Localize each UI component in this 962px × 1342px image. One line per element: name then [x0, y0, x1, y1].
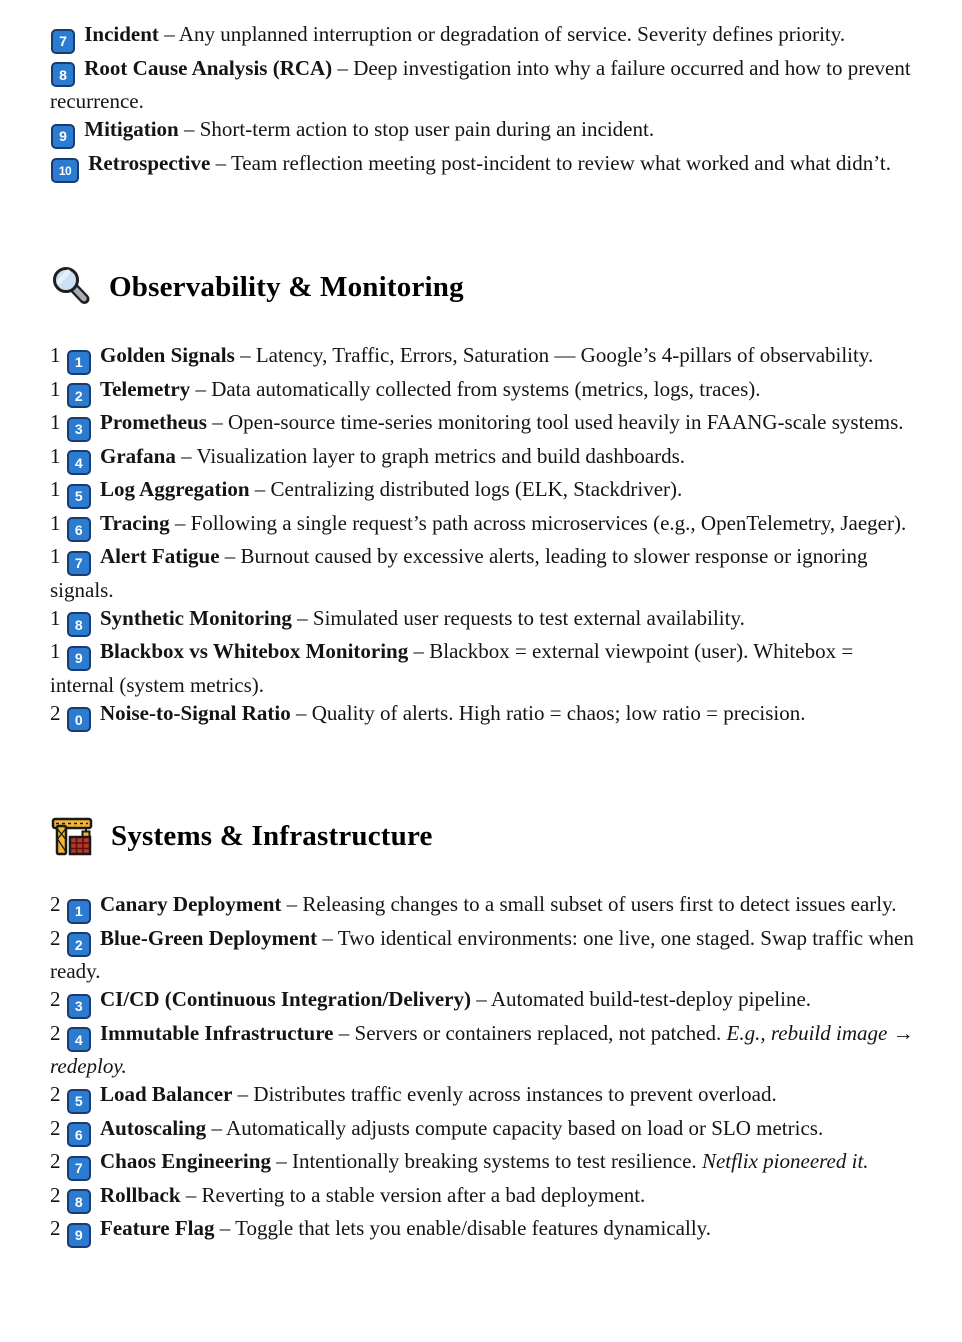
term-item [50, 115, 920, 149]
item-number-prefix: 1 [50, 477, 61, 501]
item-separator: – [181, 443, 192, 468]
term-item [50, 20, 920, 54]
item-description: Visualization layer to graph metrics and build dashboards. [196, 443, 686, 468]
item-term: Autoscaling [100, 1115, 207, 1140]
item-number-prefix: 2 [50, 892, 61, 916]
term-item [50, 1019, 920, 1081]
item-description: Centralizing distributed logs (ELK, Stackdriver). [270, 477, 683, 501]
item-number-prefix: 1 [50, 639, 61, 663]
item-description: Distributes traffic evenly across instances to prevent overload. [253, 1082, 777, 1106]
term-list [50, 20, 920, 183]
item-description: Any unplanned interruption or degradation of service. Severity defines priority. [178, 22, 846, 46]
item-number-keycap: 8 [67, 1189, 91, 1214]
item-term: Blue-Green Deployment [100, 925, 318, 950]
item-number-prefix: 2 [50, 700, 61, 725]
item-separator: – [211, 1115, 222, 1140]
item-term: Prometheus [100, 410, 207, 434]
item-description: Following a single request’s path across microservices (e.g., OpenTelemetry, Jaeger). [190, 510, 907, 535]
term-list [50, 890, 920, 1248]
term-item [50, 1214, 920, 1248]
term-item [50, 1080, 920, 1114]
term-item [50, 1147, 920, 1181]
item-number-keycap: 9 [67, 1223, 91, 1248]
item-number-keycap: 10 [51, 158, 79, 183]
term-item [50, 442, 920, 476]
item-separator: – [338, 1020, 350, 1045]
item-description: Quality of alerts. High ratio = chaos; low ratio = precision. [311, 700, 806, 725]
item-number-prefix: 2 [50, 1216, 61, 1240]
term-item [50, 54, 920, 116]
item-separator: – [224, 544, 236, 568]
item-separator: – [237, 1082, 249, 1106]
item-description: Releasing changes to a small subset of users first to detect issues early. [302, 892, 897, 916]
item-term: Feature Flag [100, 1216, 215, 1240]
term-item [50, 542, 920, 604]
item-separator: – [215, 150, 227, 175]
item-number-keycap: 1 [67, 899, 91, 924]
item-description: Toggle that lets you enable/disable features dynamically. [235, 1216, 712, 1240]
item-number-keycap: 2 [67, 383, 91, 408]
item-term: Golden Signals [100, 343, 235, 367]
term-item [50, 509, 920, 543]
item-number-keycap: 3 [67, 994, 91, 1019]
item-number-prefix: 1 [50, 376, 61, 401]
item-number-keycap: 8 [51, 62, 75, 87]
item-number-prefix: 2 [50, 1182, 61, 1207]
item-term: Load Balancer [100, 1082, 233, 1106]
item-description-italic: Netflix pioneered it. [701, 1149, 869, 1173]
term-item [50, 1181, 920, 1215]
item-separator: – [286, 892, 298, 916]
item-separator: – [212, 410, 223, 434]
magnifying-glass-icon [50, 265, 94, 309]
item-number-prefix: 1 [50, 410, 61, 434]
item-description: Reverting to a stable version after a bad deployment. [201, 1182, 646, 1207]
item-description: Burnout caused by excessive alerts, leading to slower response or ignoring signals. [50, 544, 868, 602]
term-item [50, 985, 920, 1019]
building-construction-icon [50, 813, 96, 859]
item-description: Blackbox = external viewpoint (user). Whitebox = internal (system metrics). [50, 639, 854, 697]
item-term: Alert Fatigue [100, 544, 220, 568]
glossary-section [50, 20, 920, 183]
item-separator: – [322, 925, 333, 950]
item-term: Blackbox vs Whitebox Monitoring [100, 639, 409, 663]
item-number-keycap: 7 [67, 551, 91, 576]
item-term: Immutable Infrastructure [100, 1020, 334, 1045]
item-term: Synthetic Monitoring [100, 605, 292, 630]
term-item [50, 924, 920, 986]
item-number-keycap: 3 [67, 417, 91, 442]
item-number-prefix: 2 [50, 987, 61, 1011]
term-item [50, 408, 920, 442]
item-separator: – [413, 639, 424, 663]
term-item [50, 604, 920, 638]
item-number-keycap: 4 [67, 450, 91, 475]
item-number-keycap: 7 [67, 1156, 91, 1181]
item-number-keycap: 0 [67, 707, 91, 732]
item-term: Log Aggregation [100, 477, 250, 501]
item-description: Two identical environments: one live, one staged. Swap traffic when ready. [50, 925, 914, 983]
item-separator: – [276, 1149, 287, 1173]
item-separator: – [219, 1216, 231, 1240]
item-separator: – [337, 55, 348, 80]
item-separator: – [185, 1182, 197, 1207]
item-term: Incident [84, 22, 159, 46]
term-list [50, 341, 920, 732]
item-description: Automated build-test-deploy pipeline. [490, 987, 812, 1011]
item-number-prefix: 1 [50, 510, 61, 535]
section-title: Systems & Infrastructure [111, 820, 433, 852]
term-item [50, 341, 920, 375]
item-description: Servers or containers replaced, not patched. [354, 1020, 722, 1045]
item-number-keycap: 7 [51, 29, 75, 54]
item-separator: – [184, 117, 195, 141]
item-number-keycap: 6 [67, 517, 91, 542]
section-header [50, 263, 920, 311]
item-term: Mitigation [84, 117, 179, 141]
item-separator: – [174, 510, 186, 535]
item-separator: – [254, 477, 266, 501]
term-item [50, 699, 920, 733]
item-number-prefix: 1 [50, 544, 61, 568]
item-number-keycap: 5 [67, 1089, 91, 1114]
item-term: Rollback [100, 1182, 181, 1207]
item-term: Tracing [100, 510, 170, 535]
item-number-keycap: 9 [51, 124, 75, 149]
item-separator: – [296, 700, 307, 725]
item-number-prefix: 1 [50, 443, 61, 468]
term-item [50, 149, 920, 184]
item-separator: – [297, 605, 308, 630]
item-separator: – [240, 343, 251, 367]
item-number-keycap: 4 [67, 1027, 91, 1052]
term-item [50, 890, 920, 924]
glossary-section [50, 263, 920, 732]
item-description: Simulated user requests to test external availability. [312, 605, 745, 630]
item-description: Intentionally breaking systems to test resilience. [291, 1149, 697, 1173]
item-number-prefix: 2 [50, 925, 61, 950]
item-term: CI/CD (Continuous Integration/Delivery) [100, 987, 471, 1011]
item-description: Latency, Traffic, Errors, Saturation — Google’s 4-pillars of observability. [255, 343, 874, 367]
item-term: Noise-to-Signal Ratio [100, 700, 291, 725]
section-title: Observability & Monitoring [109, 271, 464, 303]
term-item [50, 375, 920, 409]
section-header [50, 812, 920, 860]
item-description: Short-term action to stop user pain during an incident. [199, 117, 655, 141]
item-number-prefix: 1 [50, 605, 61, 630]
term-item [50, 475, 920, 509]
item-description: Deep investigation into why a failure occurred and how to prevent recurrence. [50, 55, 911, 113]
term-item [50, 1114, 920, 1148]
item-number-keycap: 5 [67, 484, 91, 509]
item-number-prefix: 1 [50, 343, 61, 367]
item-number-keycap: 2 [67, 932, 91, 957]
item-separator: – [195, 376, 206, 401]
item-description: Team reflection meeting post-incident to review what worked and what didn’t. [230, 150, 891, 175]
item-number-keycap: 9 [67, 646, 91, 671]
item-description: Data automatically collected from systems (metrics, logs, traces). [211, 376, 761, 401]
item-description: Open-source time-series monitoring tool used heavily in FAANG-scale systems. [227, 410, 904, 434]
item-description: Automatically adjusts compute capacity based on load or SLO metrics. [226, 1115, 824, 1140]
item-number-keycap: 1 [67, 350, 91, 375]
item-term: Telemetry [100, 376, 191, 401]
item-separator: – [164, 22, 175, 46]
item-term: Retrospective [88, 150, 211, 175]
term-item [50, 637, 920, 699]
item-number-prefix: 2 [50, 1020, 61, 1045]
item-number-keycap: 8 [67, 612, 91, 637]
item-number-prefix: 2 [50, 1082, 61, 1106]
item-separator: – [476, 987, 487, 1011]
glossary-section [50, 812, 920, 1248]
item-number-prefix: 2 [50, 1149, 61, 1173]
item-number-prefix: 2 [50, 1115, 61, 1140]
item-description-italic: E.g., rebuild image → redeploy. [50, 1020, 914, 1078]
item-term: Canary Deployment [100, 892, 282, 916]
item-number-keycap: 6 [67, 1122, 91, 1147]
item-term: Grafana [100, 443, 176, 468]
item-term: Root Cause Analysis (RCA) [84, 55, 333, 80]
item-term: Chaos Engineering [100, 1149, 271, 1173]
